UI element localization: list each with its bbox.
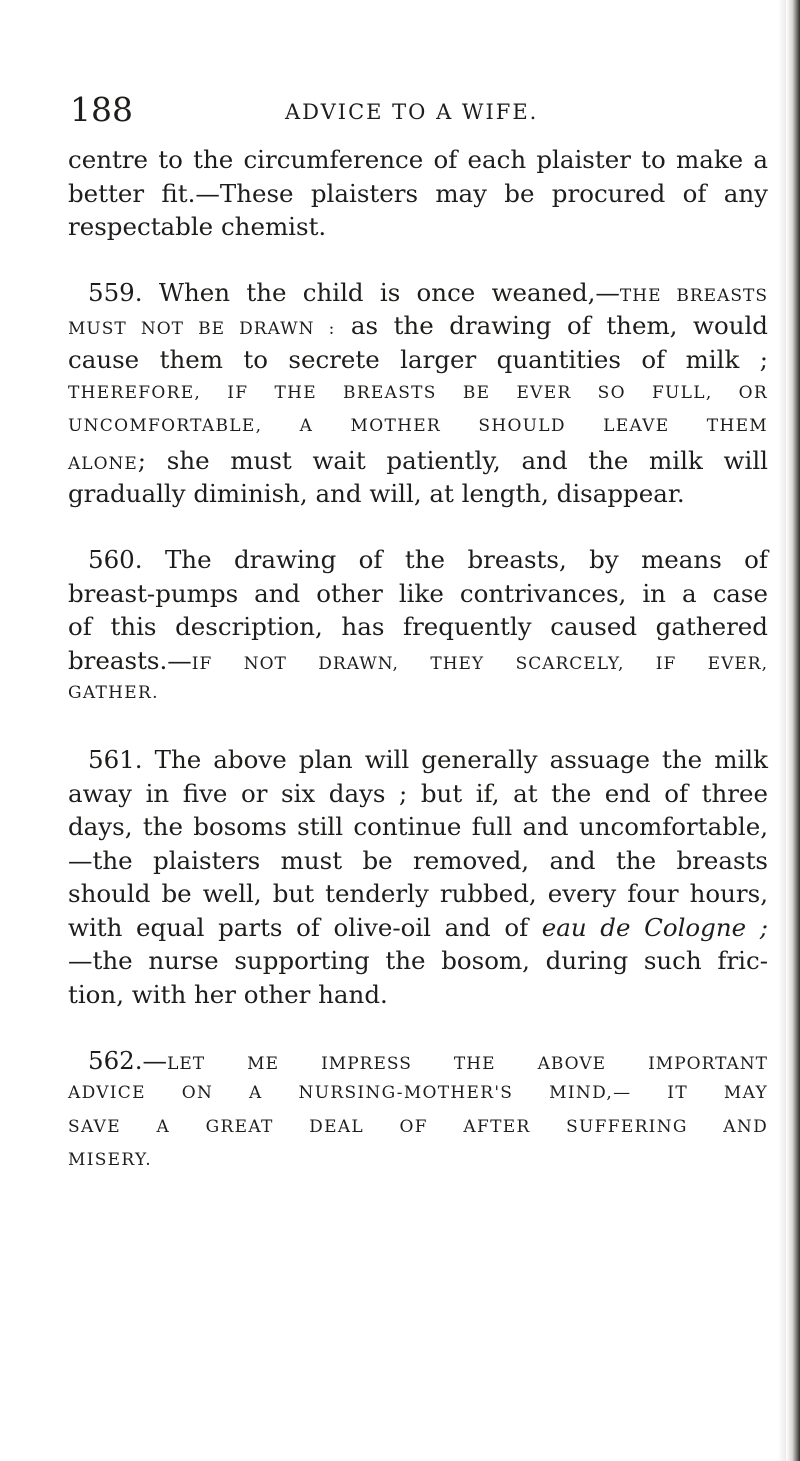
text-line: —the nurse supporting the bosom, during such fric- [68,946,768,976]
text-line: should be well, but tenderly rubbed, every four hours, [68,879,768,909]
text-run: breasts.— [68,645,192,675]
paragraph-560 [68,543,768,711]
small-caps-run: MUST NOT BE DRAWN : [68,319,336,340]
text-line [68,644,768,678]
text-line: 560. The drawing of the breasts, by means of [88,544,768,574]
small-caps-run: LET ME IMPRESS THE ABOVE IMPORTANT [167,1053,768,1074]
small-caps-line: UNCOMFORTABLE, A MOTHER SHOULD LEAVE THEM [68,416,768,437]
text-line [68,309,768,343]
small-caps-line: GATHER. [68,683,159,704]
text-line [68,444,768,478]
text-line [68,911,768,945]
text-line: of this description, has frequently caused gathered [68,612,768,642]
page-binding-edge [786,0,800,1461]
small-caps-line: ADVICE ON A NURSING-MOTHER'S MIND,— IT MAY [68,1083,768,1104]
small-caps-line: SAVE A GREAT DEAL OF AFTER SUFFERING AND [68,1116,768,1137]
text-run: 559. When the child is once weaned,— [88,277,620,307]
page-header [70,90,780,130]
text-line [68,276,768,310]
text-line: away in five or six days ; but if, at the end of three [68,778,768,808]
small-caps-run: IF NOT DRAWN, THEY SCARCELY, IF EVER, [191,653,768,674]
paragraph-559 [68,276,768,511]
binding-shadow [778,0,786,1461]
text-line: gradually diminish, and will, at length, disappear. [68,479,685,509]
text-line [68,1044,768,1078]
paragraph-continuation [68,143,768,244]
small-caps-run: THE BREASTS [619,285,768,306]
text-line: breast-pumps and other like contrivances, in a case [68,578,768,608]
text-line: days, the bosoms still continue full and uncomfortable, [68,812,768,842]
running-head: ADVICE TO A WIFE. [285,100,539,124]
text-line: cause them to secrete larger quantities of milk ; [68,344,768,374]
text-line: 561. The above plan will generally assuage the milk [88,744,768,774]
small-caps-line: MISERY. [68,1150,152,1171]
paragraph-562 [68,1044,768,1178]
text-line: tion, with her other hand. [68,980,388,1010]
small-caps-line: THEREFORE, IF THE BREASTS BE EVER SO FULL, OR [68,382,768,403]
small-caps-run: ALONE [68,453,138,474]
text-run: with equal parts of olive-oil and of [68,912,542,942]
text-run: 562.— [88,1045,168,1075]
italic-run: eau de Cologne ; [541,912,769,942]
text-line: respectable chemist. [68,212,327,242]
text-run: ; she must wait patiently, and the milk will [137,445,768,475]
text-line: better fit.—These plaisters may be procured of any [68,178,768,208]
text-line: —the plaisters must be removed, and the breasts [68,845,768,875]
text-run: as the drawing of them, would [335,311,768,341]
paragraph-561 [68,743,768,1012]
page-number: 188 [70,90,133,129]
text-line: centre to the circumference of each plaister to make a [68,145,768,174]
body-text [68,143,768,1178]
